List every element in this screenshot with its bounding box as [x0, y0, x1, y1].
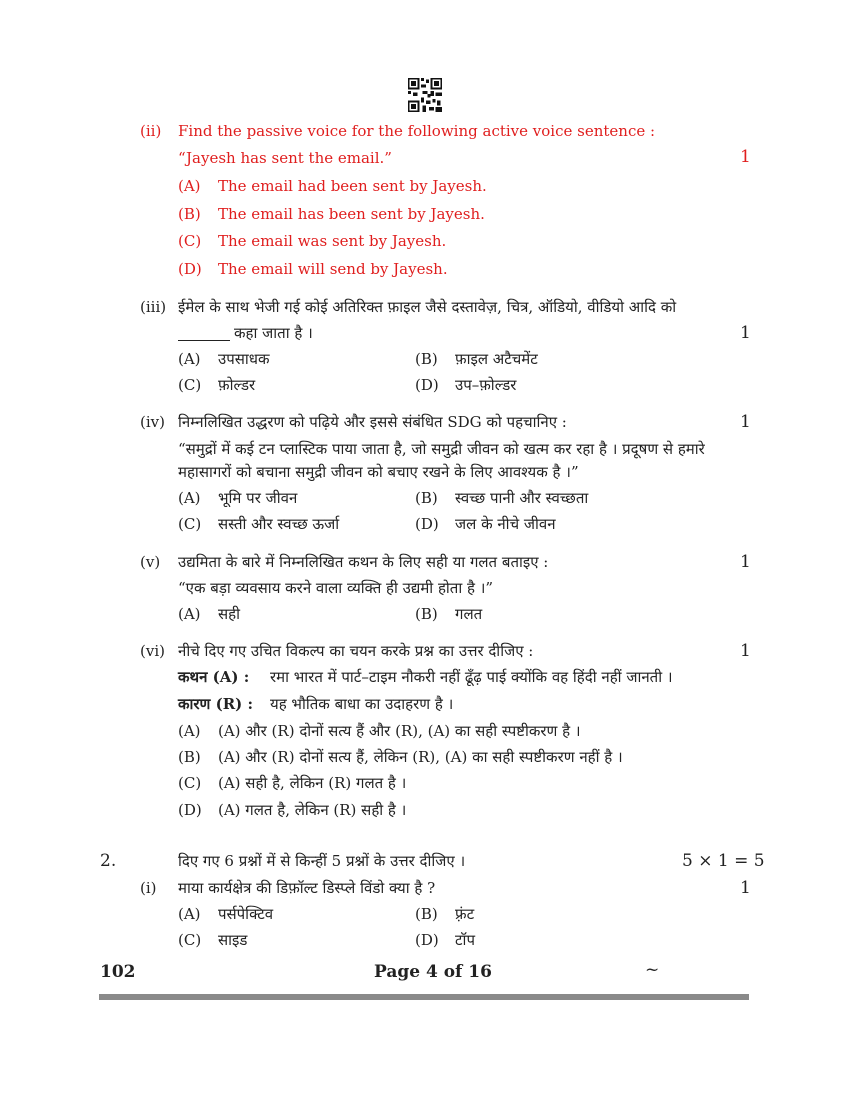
- question-marks: 1: [740, 147, 751, 167]
- option-text: फ़ोल्डर: [218, 376, 256, 394]
- reason-text: यह भौतिक बाधा का उदाहरण है ।: [270, 695, 454, 713]
- assertion-label: कथन (A) :: [178, 668, 250, 686]
- question-marks: 5 × 1 = 5: [682, 851, 765, 871]
- option-text: उपसाधक: [218, 350, 270, 368]
- reason-label: कारण (R) :: [178, 695, 254, 713]
- question-number: (v): [140, 553, 161, 571]
- question-text: निम्नलिखित उद्धरण को पढ़िये और इससे संबंधित SDG को पहचानिए :: [178, 413, 567, 431]
- option-text: सही: [218, 605, 240, 623]
- qr-code-icon: [407, 78, 443, 112]
- option-label: (B): [178, 748, 201, 766]
- assertion-text: रमा भारत में पार्ट–टाइम नौकरी नहीं ढूँढ़ पाई क्योंकि वह हिंदी नहीं जानती ।: [270, 668, 673, 686]
- option-label: (D): [415, 931, 439, 949]
- question-text: नीचे दिए गए उचित विकल्प का चयन करके प्रश्न का उत्तर दीजिए :: [178, 642, 534, 660]
- blank-line: [178, 340, 230, 341]
- question-text: Find the passive voice for the following active voice sentence :: [178, 122, 656, 140]
- option-label: (D): [178, 801, 202, 819]
- question-text: माया कार्यक्षेत्र की डिफ़ॉल्ट डिस्प्ले विंडो क्या है ?: [178, 879, 436, 897]
- question-number: (i): [140, 879, 157, 897]
- option-label: (C): [178, 515, 202, 533]
- question-marks: 1: [740, 323, 751, 343]
- question-sentence: “Jayesh has sent the email.”: [178, 149, 392, 167]
- page-number: Page 4 of 16: [374, 962, 492, 982]
- option-label: (A): [178, 350, 201, 368]
- question-number: (ii): [140, 122, 162, 140]
- question-marks: 1: [740, 412, 751, 432]
- option-label: (A): [178, 905, 201, 923]
- footer-rule: [99, 994, 749, 1000]
- option-label: (A): [178, 605, 201, 623]
- option-text: (A) गलत है, लेकिन (R) सही है ।: [218, 801, 407, 819]
- option-text: The email has been sent by Jayesh.: [218, 205, 485, 223]
- question-text: कहा जाता है ।: [234, 324, 313, 342]
- option-label: (A): [178, 177, 201, 195]
- option-text: पर्सपेक्टिव: [218, 905, 274, 923]
- option-text: भूमि पर जीवन: [218, 489, 298, 507]
- option-text: गलत: [455, 605, 483, 623]
- question-marks: 1: [740, 878, 751, 898]
- question-marks: 1: [740, 641, 751, 661]
- option-label: (B): [415, 350, 438, 368]
- question-number: (iv): [140, 413, 165, 431]
- option-text: (A) सही है, लेकिन (R) गलत है ।: [218, 774, 407, 792]
- option-text: स्वच्छ पानी और स्वच्छता: [455, 489, 589, 507]
- question-number: 2.: [100, 851, 117, 871]
- question-text: दिए गए 6 प्रश्नों में से किन्हीं 5 प्रश्नों के उत्तर दीजिए ।: [178, 852, 466, 870]
- option-label: (B): [415, 489, 438, 507]
- question-number: (vi): [140, 642, 165, 660]
- paper-code: 102: [100, 962, 136, 982]
- option-text: The email had been sent by Jayesh.: [218, 177, 487, 195]
- option-text: सस्ती और स्वच्छ ऊर्जा: [218, 515, 340, 533]
- quote-text: महासागरों को बचाना समुद्री जीवन को बचाए रखने के लिए आवश्यक है ।”: [178, 463, 579, 481]
- option-label: (B): [415, 905, 438, 923]
- option-label: (D): [178, 260, 202, 278]
- option-label: (C): [178, 931, 202, 949]
- quote-text: “समुद्रों में कई टन प्लास्टिक पाया जाता है, जो समुद्री जीवन को खत्म कर रहा है । प्रदूषण से हमारे: [178, 440, 705, 458]
- option-text: फ़ाइल अटैचमेंट: [455, 350, 538, 368]
- option-label: (A): [178, 722, 201, 740]
- option-text: टॉप: [455, 931, 475, 949]
- question-text: उद्यमिता के बारे में निम्नलिखित कथन के लिए सही या गलत बताइए :: [178, 553, 549, 571]
- option-text: उप–फ़ोल्डर: [455, 376, 517, 394]
- option-text: The email was sent by Jayesh.: [218, 232, 447, 250]
- option-label: (B): [178, 205, 201, 223]
- question-marks: 1: [740, 552, 751, 572]
- option-label: (A): [178, 489, 201, 507]
- option-label: (D): [415, 376, 439, 394]
- question-text: ईमेल के साथ भेजी गई कोई अतिरिक्त फ़ाइल जैसे दस्तावेज़, चित्र, ऑडियो, वीडियो आदि को: [178, 298, 677, 316]
- question-number: (iii): [140, 298, 167, 316]
- option-label: (C): [178, 376, 202, 394]
- option-label: (B): [415, 605, 438, 623]
- option-text: साइड: [218, 931, 248, 949]
- option-text: (A) और (R) दोनों सत्य हैं, लेकिन (R), (A) का सही स्पष्टीकरण नहीं है ।: [218, 748, 623, 766]
- option-label: (C): [178, 774, 202, 792]
- option-text: जल के नीचे जीवन: [455, 515, 556, 533]
- option-text: (A) और (R) दोनों सत्य हैं और (R), (A) का सही स्पष्टीकरण है ।: [218, 722, 581, 740]
- footer-mark: ~: [645, 960, 660, 980]
- option-text: The email will send by Jayesh.: [218, 260, 448, 278]
- option-label: (C): [178, 232, 202, 250]
- option-text: फ़्रंट: [455, 905, 475, 923]
- option-label: (D): [415, 515, 439, 533]
- quote-text: “एक बड़ा व्यवसाय करने वाला व्यक्ति ही उद्यमी होता है ।”: [178, 579, 494, 597]
